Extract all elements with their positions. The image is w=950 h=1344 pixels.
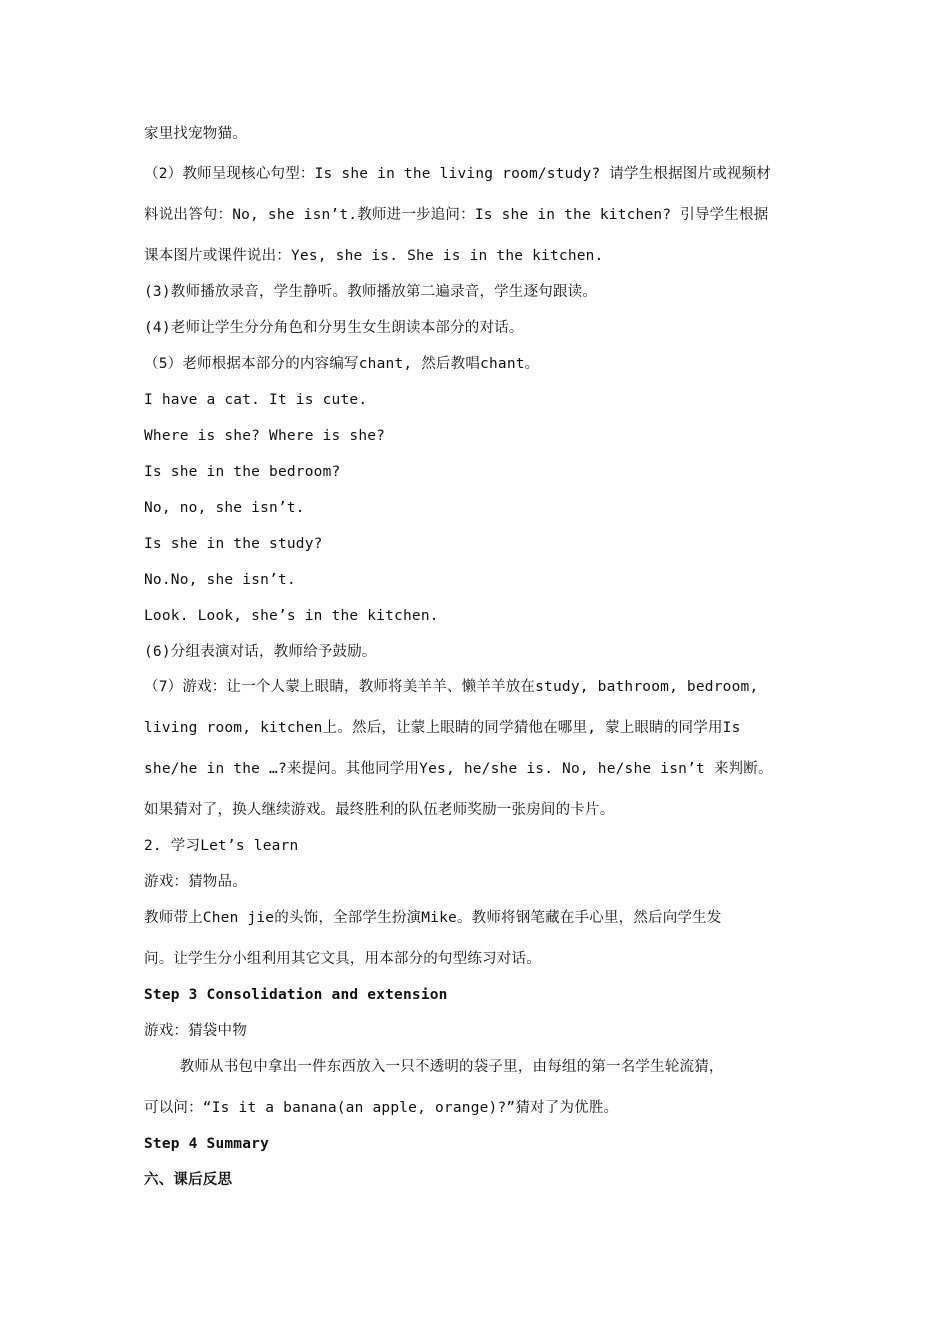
text-line: （2）教师呈现核心句型：Is she in the living room/study? 请学生根据图片或视频材 [144,166,772,182]
text-line: Is she in the study? [144,536,323,552]
text-line: （5）老师根据本部分的内容编写chant, 然后教唱chant。 [144,356,540,372]
text-line: she/he in the …?来提问。其他同学用Yes, he/she is. No, he/she isn’t 来判断。 [144,761,773,777]
text-line: 问。让学生分小组利用其它文具，用本部分的句型练习对话。 [144,951,541,967]
text-line: 课本图片或课件说出：Yes, she is. She is in the kitchen. [144,248,604,264]
text-line: No, no, she isn’t. [144,500,305,516]
text-line: 如果猜对了，换人继续游戏。最终胜利的队伍老师奖励一张房间的卡片。 [144,802,615,818]
section-heading: Step 4 Summary [144,1136,270,1152]
text-line: living room, kitchen上。然后，让蒙上眼睛的同学猜他在哪里, 蒙上眼睛的同学用Is [144,720,741,736]
text-line: 家里找宠物猫。 [144,126,247,142]
text-line: No.No, she isn’t. [144,572,296,588]
section-heading: 六、课后反思 [144,1172,233,1188]
text-line: (3)教师播放录音，学生静听。教师播放第二遍录音，学生逐句跟读。 [144,284,598,300]
text-line: 2. 学习Let’s learn [144,838,299,854]
text-line: 可以问：“Is it a banana(an apple, orange)?”猜对了为优胜。 [144,1100,619,1116]
text-line: Is she in the bedroom? [144,464,341,480]
text-line: Look. Look, she’s in the kitchen. [144,608,439,624]
text-line: 教师从书包中拿出一件东西放入一只不透明的袋子里，由每组的第一名学生轮流猜， [144,1059,724,1075]
text-line: 游戏：猜物品。 [144,874,247,890]
text-line: 教师带上Chen jie的头饰，全部学生扮演Mike。教师将钢笔藏在手心里，然后向学生发 [144,910,722,926]
section-heading: Step 3 Consolidation and extension [144,987,448,1003]
text-line: I have a cat. It is cute. [144,392,368,408]
text-line: (4)老师让学生分分角色和分男生女生朗读本部分的对话。 [144,320,524,336]
text-line: （7）游戏：让一个人蒙上眼睛，教师将美羊羊、懒羊羊放在study, bathroom, bedroom, [144,679,759,695]
text-line: 游戏：猜袋中物 [144,1023,247,1039]
text-line: (6)分组表演对话，教师给予鼓励。 [144,644,377,660]
text-line: 料说出答句：No, she isn’t.教师进一步追问：Is she in the kitchen? 引导学生根据 [144,207,769,223]
text-line: Where is she? Where is she? [144,428,386,444]
